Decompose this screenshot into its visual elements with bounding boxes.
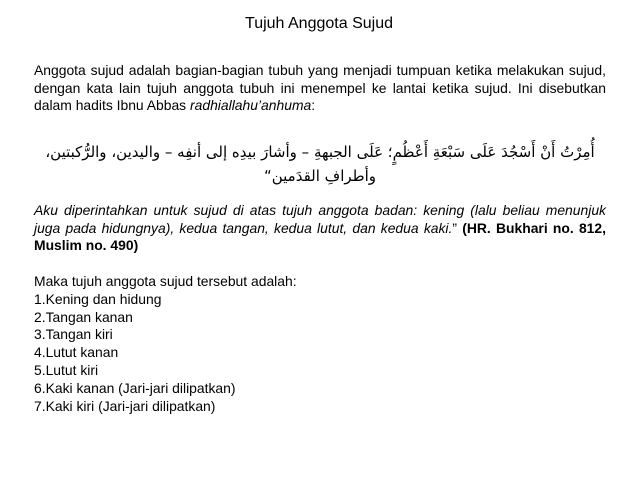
intro-paragraph — [34, 62, 606, 115]
arabic-line-2: وأطرافِ القدَمين“ — [263, 167, 377, 185]
slide-title: Tujuh Anggota Sujud — [245, 15, 393, 32]
list-lead: Maka tujuh anggota sujud tersebut adalah: — [34, 273, 297, 289]
list-item: 4.Lutut kanan — [34, 344, 119, 361]
intro-honorific: radhiallahu’anhuma — [190, 97, 312, 114]
list-item: 3.Tangan kiri — [34, 326, 113, 343]
translation-text: Aku diperintahkan untuk sujud di atas tujuh anggota badan: kening (lalu beliau menunjuk juga pada hidungnya), kedua tangan, kedua lutut, dan kedua kaki. — [34, 202, 606, 236]
hadith-reference: (HR. Bukhari no. 812, Muslim no. 490) — [34, 219, 606, 254]
list-item: 1.Kening dan hidung — [34, 290, 162, 307]
list-item: 6.Kaki kanan (Jari-jari dilipatkan) — [34, 379, 236, 396]
intro-text: Anggota sujud adalah bagian-bagian tubuh yang menjadi tumpuan ketika melakukan sujud, dengan kata lain tujuh anggota tubuh ini menempel ke lantai ketika sujud. Ini disebutkan dalam hadits Ibnu Abbas — [34, 62, 606, 114]
sujud-list-block — [34, 273, 606, 415]
list-item: 7.Kaki kiri (Jari-jari dilipatkan) — [34, 397, 216, 414]
arabic-hadith — [34, 140, 606, 188]
list-item: 5.Lutut kiri — [34, 361, 99, 378]
sujud-members-list — [34, 291, 606, 416]
translation-quote: ” — [452, 219, 463, 236]
arabic-line-1: أُمِرْتُ أَنْ أَسْجُدَ عَلَى سَبْعَةِ أَعْظُمٍ؛ عَلَى الجبهةِ – وأشارَ بيدِه إلى أنفِه – واليدين، والرُّكبتين، — [45, 143, 595, 161]
intro-colon: : — [311, 97, 316, 114]
list-item: 2.Tangan kanan — [34, 308, 133, 325]
hadith-translation — [34, 202, 606, 255]
